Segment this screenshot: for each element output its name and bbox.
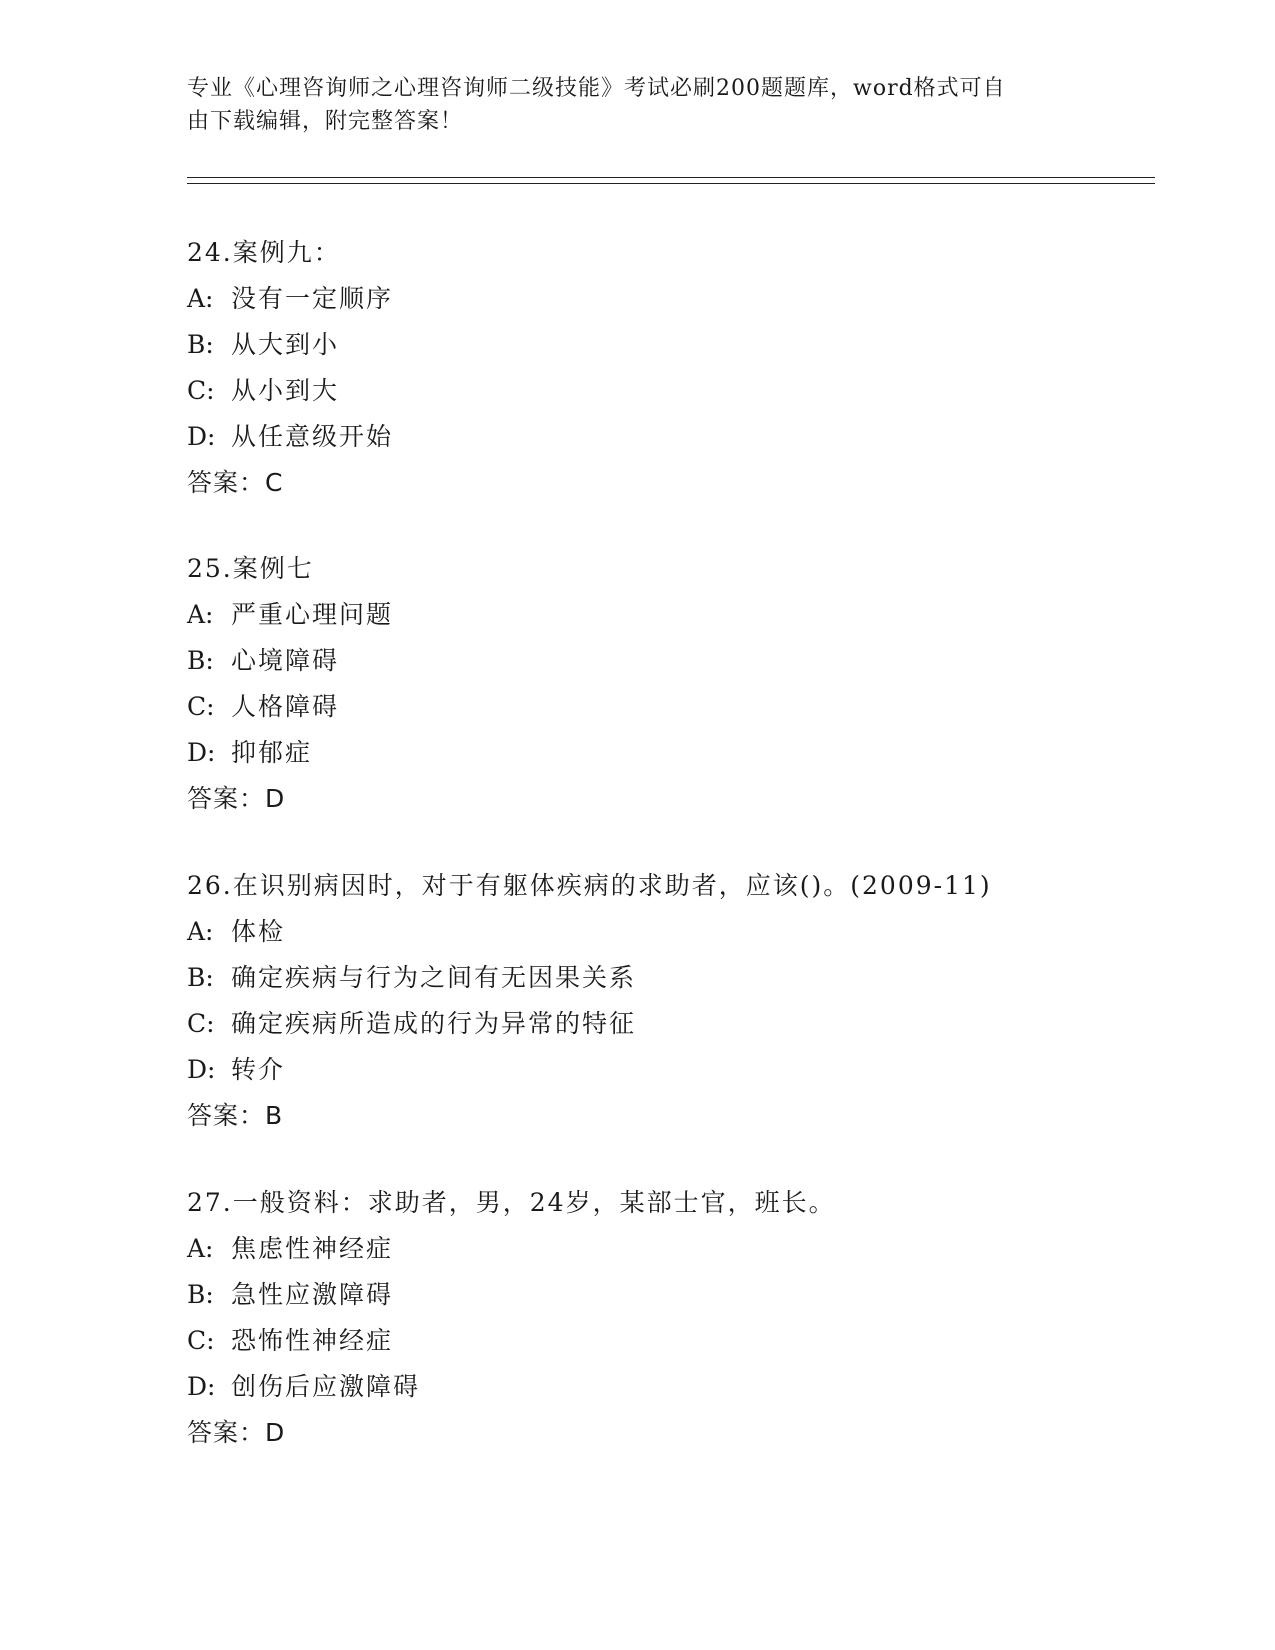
question-stem: 25.案例七	[187, 554, 314, 583]
option-letter: B:	[187, 1280, 214, 1309]
option-text: 焦虑性神经症	[231, 1234, 394, 1263]
answer-line: 答案：D	[187, 1418, 286, 1447]
option-letter: C:	[187, 376, 215, 405]
question-block	[187, 230, 1147, 506]
option-letter: D:	[187, 1055, 216, 1084]
option-letter: D:	[187, 422, 216, 451]
option-letter: A:	[187, 600, 214, 629]
option-b	[187, 955, 1147, 1001]
header-line-2: 由下载编辑，附完整答案！	[187, 109, 464, 134]
option-a	[187, 592, 1147, 638]
header-line-1: 专业《心理咨询师之心理咨询师二级技能》考试必刷200题题库，word格式可自	[187, 76, 1006, 101]
header-divider-bottom	[187, 183, 1155, 184]
option-text: 体检	[231, 917, 286, 946]
answer-line: 答案：D	[187, 784, 286, 813]
option-c	[187, 1318, 1147, 1364]
option-c	[187, 368, 1147, 414]
option-b	[187, 638, 1147, 684]
option-letter: A:	[187, 1234, 214, 1263]
option-letter: D:	[187, 738, 216, 767]
option-a	[187, 276, 1147, 322]
option-d	[187, 414, 1147, 460]
option-d	[187, 1364, 1147, 1410]
option-text: 心境障碍	[231, 646, 340, 675]
option-a	[187, 1226, 1147, 1272]
option-d	[187, 730, 1147, 776]
option-letter: C:	[187, 1009, 215, 1038]
question-block	[187, 1180, 1147, 1456]
document-header	[187, 72, 1087, 138]
option-text: 急性应激障碍	[231, 1280, 394, 1309]
option-letter: D:	[187, 1372, 216, 1401]
option-text: 转介	[231, 1055, 286, 1084]
option-b	[187, 1272, 1147, 1318]
header-divider-top	[187, 177, 1155, 178]
question-stem: 26.在识别病因时，对于有躯体疾病的求助者，应该()。(2009-11)	[187, 871, 992, 900]
option-a	[187, 909, 1147, 955]
answer-line: 答案：B	[187, 1101, 284, 1130]
option-text: 人格障碍	[231, 692, 340, 721]
question-stem: 27.一般资料：求助者，男，24岁，某部士官，班长。	[187, 1188, 836, 1217]
answer-line: 答案：C	[187, 468, 284, 497]
option-letter: C:	[187, 692, 215, 721]
option-c	[187, 1001, 1147, 1047]
option-letter: B:	[187, 646, 214, 675]
question-block	[187, 546, 1147, 822]
option-text: 恐怖性神经症	[231, 1326, 394, 1355]
question-block	[187, 863, 1147, 1139]
option-letter: A:	[187, 917, 214, 946]
option-text: 从大到小	[231, 330, 340, 359]
option-text: 抑郁症	[231, 738, 313, 767]
option-b	[187, 322, 1147, 368]
option-text: 没有一定顺序	[231, 284, 394, 313]
option-letter: B:	[187, 963, 214, 992]
option-text: 创伤后应激障碍	[231, 1372, 421, 1401]
option-letter: B:	[187, 330, 214, 359]
option-text: 确定疾病与行为之间有无因果关系	[231, 963, 637, 992]
option-text: 严重心理问题	[231, 600, 394, 629]
option-text: 从小到大	[231, 376, 340, 405]
option-d	[187, 1047, 1147, 1093]
option-letter: C:	[187, 1326, 215, 1355]
question-stem: 24.案例九：	[187, 238, 341, 267]
option-text: 从任意级开始	[231, 422, 394, 451]
option-letter: A:	[187, 284, 214, 313]
option-text: 确定疾病所造成的行为异常的特征	[231, 1009, 637, 1038]
option-c	[187, 684, 1147, 730]
